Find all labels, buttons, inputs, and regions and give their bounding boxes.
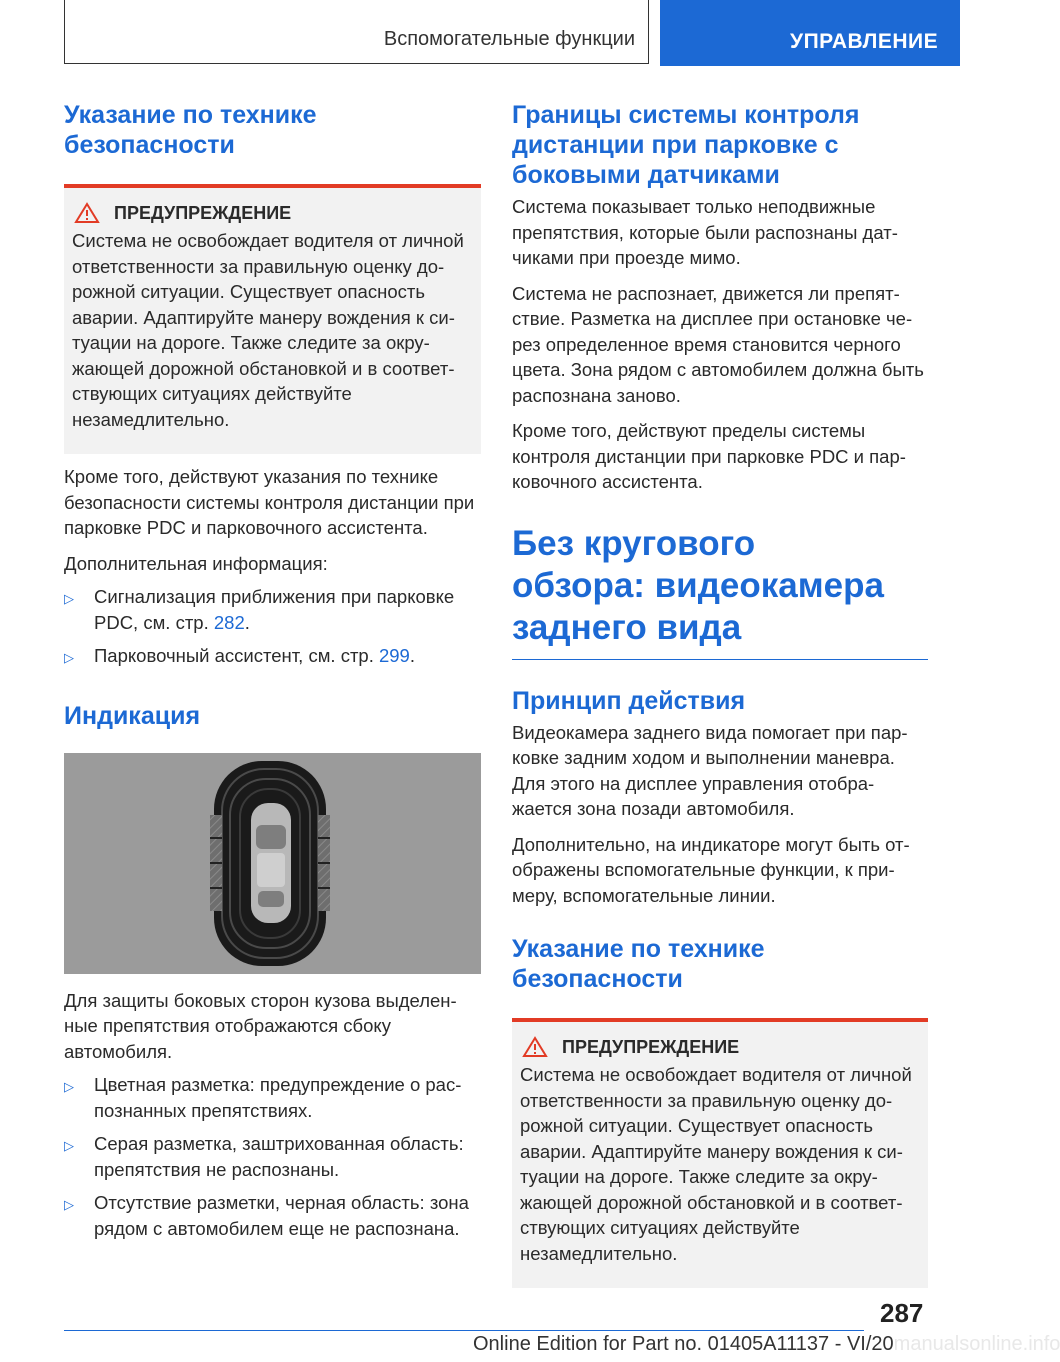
triangle-bullet-icon: ▷ (64, 650, 74, 665)
paragraph: Видеокамера заднего вида помогает при пар-ковке задним ходом и выполнении маневра. Для этого на дисплее управления отобра-жается зона позади автомобиля. (512, 721, 908, 819)
paragraph: Дополнительно, на индикаторе могут быть от-ображены вспомогательные функции, к при-меру, вспомогательные линии. (512, 833, 910, 906)
heading-system-limits: Границы системы контроля дистанции при парковке с боковыми датчиками (512, 101, 860, 189)
heading-safety-note-2: Указание по технике безопасности (512, 935, 765, 993)
heading-safety-note: Указание по технике безопасности (64, 101, 317, 159)
parking-display-illustration (64, 753, 481, 974)
paragraph: Кроме того, действуют пределы системы контроля дистанции при парковке PDC и пар-ковочного ассистента. (512, 420, 906, 492)
list-item: ▷ Парковочный ассистент, см. стр. 299. (64, 643, 481, 671)
car-top-view-image (64, 753, 481, 974)
triangle-bullet-icon: ▷ (64, 1079, 74, 1094)
heading-display: Индикация (64, 701, 201, 730)
warning-box (64, 184, 481, 454)
warning-box (512, 1018, 928, 1288)
warning-text: Система не освобождает водителя от личной ответственности за правильную оценку до-рожной ситуации. Существует опасность аварии. Адаптируйте манеру вождения к си-туации на дороге. Также следите за окру-жающей дорожной обстановкой и в соответ-ствующих ситуациях действуйте незамедлительно. (72, 230, 464, 430)
header-chapter-tab[interactable] (660, 0, 960, 66)
right-column (512, 100, 928, 1288)
heading-principle: Принцип действия (512, 686, 746, 715)
left-column (64, 100, 481, 1241)
triangle-bullet-icon: ▷ (64, 591, 74, 606)
paragraph: Кроме того, действуют указания по технике безопасности системы контроля дистанции при парковке PDC и парковочного ассистента. (64, 466, 475, 538)
page-number: 287 (880, 1298, 924, 1328)
triangle-bullet-icon: ▷ (64, 1138, 74, 1153)
chapter-heading-rear-camera: Без кругового обзора: видеокамера заднего вида (512, 523, 884, 647)
warning-triangle-icon (74, 202, 100, 224)
page-link-282[interactable]: 282 (213, 611, 245, 633)
footer-edition: Online Edition for Part no. 01405A11137 - VI/20manualsonline.info (473, 1333, 1060, 1355)
paragraph: Система не распознает, движется ли препят-ствие. Разметка на дисплее при остановке че-рез определенное время становится черного цвета. Зона рядом с автомобилем должна быть распознана заново. (512, 282, 924, 406)
warning-text: Система не освобождает водителя от личной ответственности за правильную оценку до-рожной ситуации. Существует опасность аварии. Адаптируйте манеру вождения к си-туации на дороге. Также следите за окру-жающей дорожной обстановкой и в соответ-ствующих ситуациях действуйте незамедлительно. (520, 1064, 912, 1264)
header-chapter-label: УПРАВЛЕНИЕ (790, 30, 939, 53)
paragraph: Дополнительная информация: (64, 552, 328, 574)
list-item: ▷ Сигнализация приближения при парковке PDC, см. стр. 282. (64, 584, 481, 635)
triangle-bullet-icon: ▷ (64, 1197, 74, 1212)
footer-divider (64, 1330, 864, 1331)
page-link-299[interactable]: 299 (378, 645, 410, 666)
footer-site: manualsonline.info (893, 1333, 1060, 1355)
warning-triangle-icon (522, 1036, 548, 1058)
header-section-title: Вспомогательные функции (383, 28, 635, 50)
warning-title: ПРЕДУПРЕЖДЕНИЕ (114, 202, 292, 223)
list-item: ▷ Цветная разметка: предупреждение о рас-познанных препятствиях. (64, 1072, 481, 1123)
heading-divider (512, 659, 928, 660)
list-item: ▷ Отсутствие разметки, черная область: зона рядом с автомобилем еще не распознана. (64, 1190, 481, 1241)
paragraph: Для защиты боковых сторон кузова выделен-ные препятствия отображаются сбоку автомобиля. (64, 989, 457, 1062)
list-item: ▷ Серая разметка, заштрихованная область: препятствия не распознаны. (64, 1131, 481, 1182)
warning-title: ПРЕДУПРЕЖДЕНИЕ (562, 1036, 740, 1057)
paragraph: Система показывает только неподвижные препятствия, которые были распознаны дат-чиками при проезде мимо. (512, 196, 898, 268)
